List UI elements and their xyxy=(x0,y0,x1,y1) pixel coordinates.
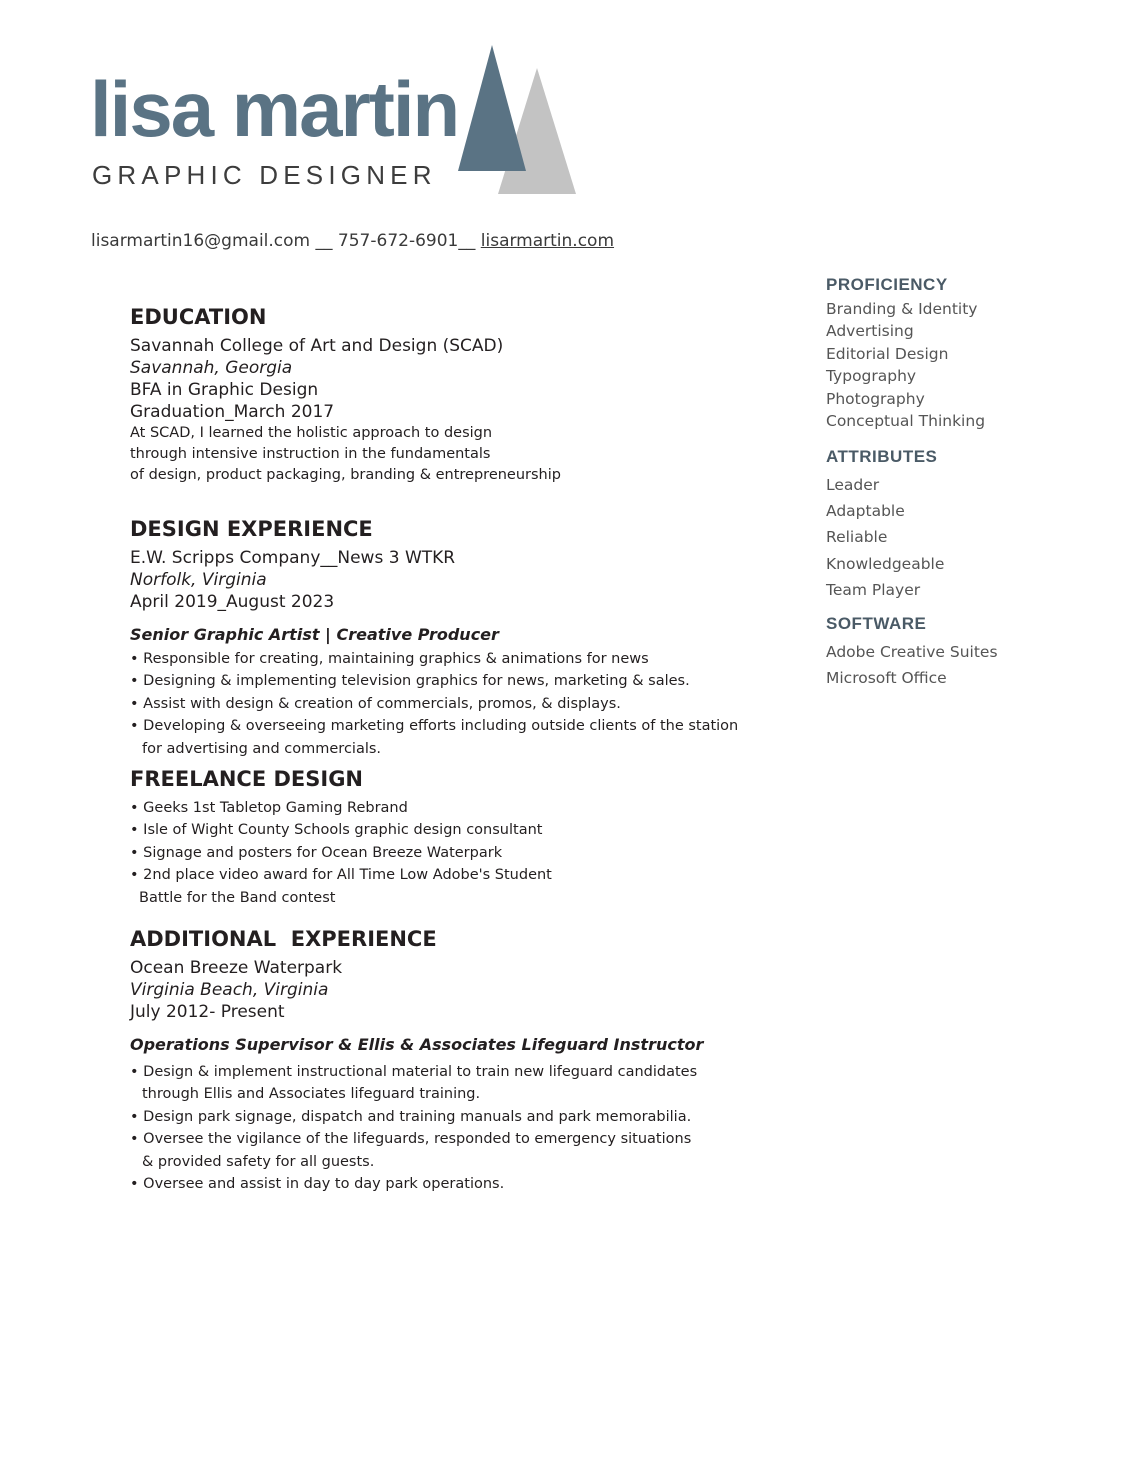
list-item: Adobe Creative Suites xyxy=(826,643,998,661)
freelance-heading: FREELANCE DESIGN xyxy=(130,767,364,791)
additional-experience-heading: ADDITIONAL EXPERIENCE xyxy=(130,927,437,951)
proficiency-list xyxy=(826,298,985,432)
list-item: • Responsible for creating, maintaining graphics & animations for news xyxy=(130,648,738,670)
additional-experience-section xyxy=(130,957,342,1023)
list-item: Branding & Identity xyxy=(826,300,978,318)
list-item: • Designing & implementing television graphics for news, marketing & sales. xyxy=(130,670,738,692)
education-heading: EDUCATION xyxy=(130,305,267,329)
list-item: Adaptable xyxy=(826,502,905,521)
software-list xyxy=(826,639,998,691)
employment-dates: April 2019_August 2023 xyxy=(130,592,335,612)
list-item: • Signage and posters for Ocean Breeze Waterpark xyxy=(130,842,552,864)
list-item: Reliable xyxy=(826,528,888,547)
website-link[interactable]: lisarmartin.com xyxy=(480,231,615,251)
list-item: • Developing & overseeing marketing efforts including outside clients of the station xyxy=(130,715,738,737)
list-item: • Oversee and assist in day to day park operations. xyxy=(130,1173,697,1195)
list-item: Advertising xyxy=(826,322,914,341)
list-item-continuation: & provided safety for all guests. xyxy=(142,1153,375,1170)
job-position-title: Operations Supervisor & Ellis & Associates Lifeguard Instructor xyxy=(130,1035,704,1054)
company-name: Ocean Breeze Waterpark xyxy=(130,958,343,978)
education-description-line: of design, product packaging, branding & entrepreneurship xyxy=(130,467,561,483)
graduation-date: Graduation_March 2017 xyxy=(130,402,335,422)
attributes-heading: ATTRIBUTES xyxy=(826,447,938,466)
school-location: Savannah, Georgia xyxy=(130,358,293,378)
list-item: • Design & implement instructional material to train new lifeguard candidates xyxy=(130,1061,697,1083)
list-item: Leader xyxy=(826,476,880,494)
additional-experience-bullets xyxy=(130,1061,697,1195)
education-section xyxy=(130,335,561,486)
job-position-title: Senior Graphic Artist | Creative Producer xyxy=(130,625,499,644)
list-item: • Design park signage, dispatch and training manuals and park memorabilia. xyxy=(130,1106,697,1128)
list-item: • Geeks 1st Tabletop Gaming Rebrand xyxy=(130,797,552,819)
list-item: Editorial Design xyxy=(826,344,949,363)
degree: BFA in Graphic Design xyxy=(130,380,319,400)
list-item: • Assist with design & creation of commercials, promos, & displays. xyxy=(130,693,738,715)
list-item: Photography xyxy=(826,389,925,408)
list-item-continuation: Battle for the Band contest xyxy=(139,889,336,906)
attributes-list xyxy=(826,472,944,603)
school-name: Savannah College of Art and Design (SCAD) xyxy=(130,336,504,356)
list-item: • 2nd place video award for All Time Low Adobe's Student xyxy=(130,864,552,886)
separator: __ xyxy=(310,231,338,251)
triangles-logo-icon xyxy=(456,44,581,196)
blue-triangle xyxy=(458,45,526,171)
list-item-continuation: for advertising and commercials. xyxy=(142,740,382,757)
list-item: Knowledgeable xyxy=(826,554,945,573)
separator: __ xyxy=(458,231,481,251)
list-item-continuation: through Ellis and Associates lifeguard training. xyxy=(142,1086,481,1103)
list-item: • Oversee the vigilance of the lifeguards, responded to emergency situations xyxy=(130,1128,697,1150)
employment-dates: July 2012- Present xyxy=(130,1002,285,1022)
list-item: Microsoft Office xyxy=(826,669,947,688)
list-item: • Isle of Wight County Schools graphic design consultant xyxy=(130,819,552,841)
company-location: Norfolk, Virginia xyxy=(130,570,267,590)
design-experience-heading: DESIGN EXPERIENCE xyxy=(130,517,373,541)
name-title: lisa martin xyxy=(90,65,459,153)
job-title: GRAPHIC DESIGNER xyxy=(92,160,437,190)
email-text: lisarmartin16@gmail.com xyxy=(91,231,311,251)
contact-line xyxy=(91,231,614,251)
list-item: Typography xyxy=(826,367,917,386)
education-description-line: At SCAD, I learned the holistic approach to design xyxy=(130,425,493,441)
company-name: E.W. Scripps Company__News 3 WTKR xyxy=(130,548,456,568)
company-location: Virginia Beach, Virginia xyxy=(130,980,329,1000)
design-experience-bullets xyxy=(130,648,738,760)
list-item: Conceptual Thinking xyxy=(826,412,986,431)
proficiency-heading: PROFICIENCY xyxy=(826,275,948,294)
software-heading: SOFTWARE xyxy=(826,614,927,633)
education-description-line: through intensive instruction in the fundamentals xyxy=(130,446,491,462)
list-item: Team Player xyxy=(826,580,921,599)
phone-text: 757-672-6901 xyxy=(337,231,459,251)
freelance-bullets xyxy=(130,797,552,909)
design-experience-section xyxy=(130,547,455,613)
